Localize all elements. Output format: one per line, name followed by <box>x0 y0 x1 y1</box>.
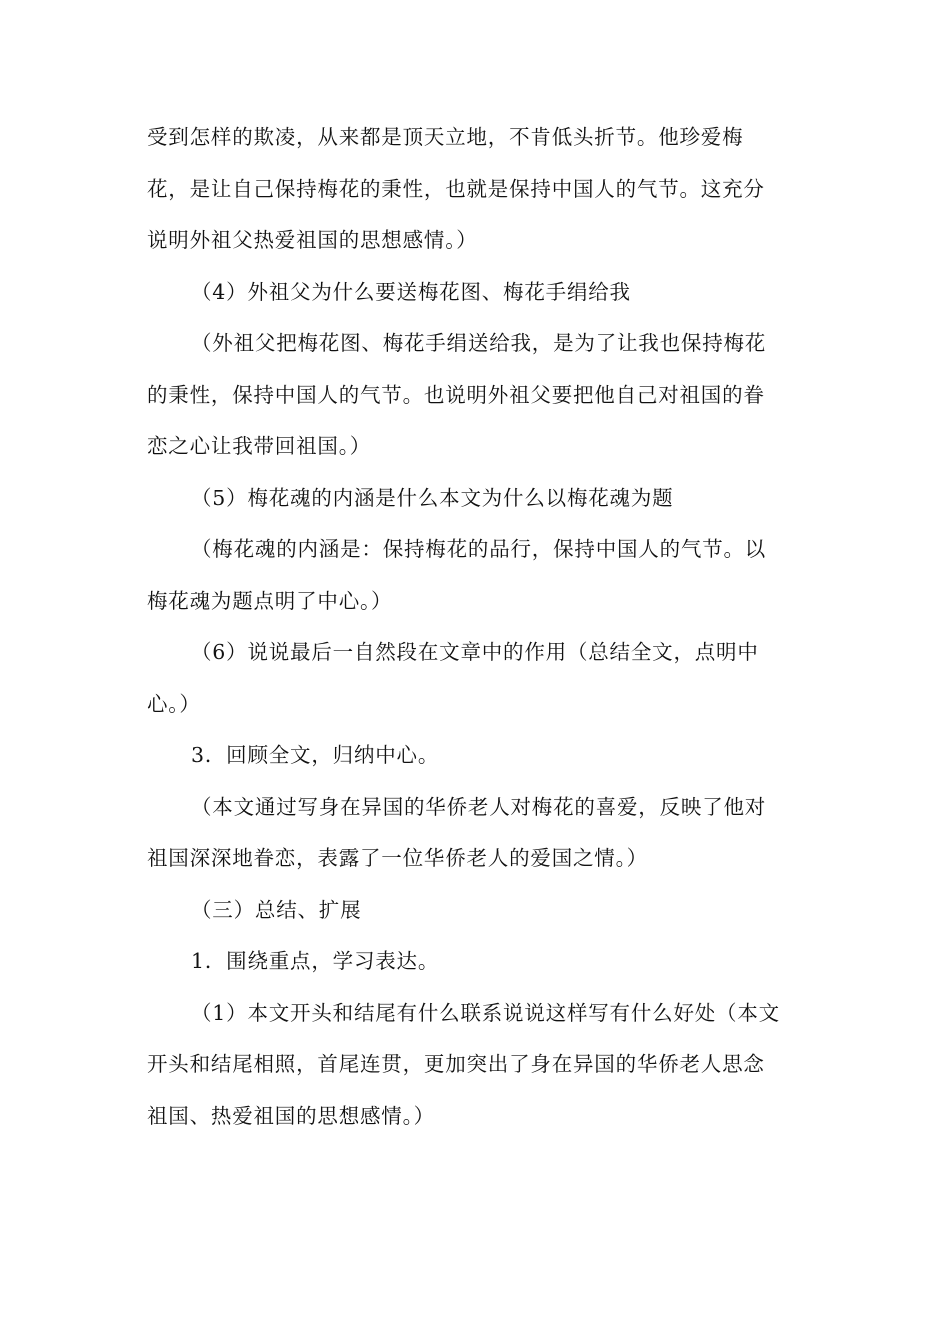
question-6 <box>147 627 807 730</box>
text-line: （三）总结、扩展 <box>191 897 362 922</box>
text-line: 受到怎样的欺凌，从来都是顶天立地，不肯低头折节。他珍爱梅 <box>147 125 744 149</box>
text-line: 的秉性，保持中国人的气节。也说明外祖父要把他自己对祖国的眷 <box>147 382 765 407</box>
text-line: 心。） <box>147 691 201 716</box>
text-line: （梅花魂的内涵是：保持梅花的品行，保持中国人的气节。以 <box>191 537 767 561</box>
text-line: 开头和结尾相照，首尾连贯，更加突出了身在异国的华侨老人思念 <box>147 1052 765 1076</box>
text-line: 3．回顾全文，归纳中心。 <box>191 743 440 767</box>
text-line: （5）梅花魂的内涵是什么本文为什么以梅花魂为题 <box>191 485 674 510</box>
step-3-heading <box>147 730 807 782</box>
text-line: （本文通过写身在异国的华侨老人对梅花的喜爱，反映了他对 <box>191 794 767 819</box>
step-1-heading <box>147 936 807 988</box>
answer-4 <box>147 318 807 473</box>
text-line: （4）外祖父为什么要送梅花图、梅花手绢给我 <box>191 279 631 304</box>
question-5 <box>147 473 807 525</box>
text-line: 恋之心让我带回祖国。） <box>147 434 372 458</box>
document-body <box>147 112 807 1142</box>
question-1 <box>147 988 807 1143</box>
answer-5 <box>147 524 807 627</box>
paragraph-continuation <box>147 112 807 267</box>
question-4 <box>147 267 807 319</box>
text-line: 梅花魂为题点明了中心。） <box>147 588 393 613</box>
text-line: 说明外祖父热爱祖国的思想感情。） <box>147 228 478 252</box>
text-line: （外祖父把梅花图、梅花手绢送给我，是为了让我也保持梅花 <box>191 331 767 355</box>
text-line: 祖国、热爱祖国的思想感情。） <box>147 1103 435 1128</box>
section-3-heading <box>147 885 807 937</box>
central-idea <box>147 782 807 885</box>
text-line: （1）本文开头和结尾有什么联系说说这样写有什么好处（本文 <box>191 1000 780 1025</box>
text-line: 1．围绕重点，学习表达。 <box>191 949 440 973</box>
text-line: （6）说说最后一自然段在文章中的作用（总结全文，点明中 <box>191 640 759 664</box>
text-line: 花，是让自己保持梅花的秉性，也就是保持中国人的气节。这充分 <box>147 176 765 201</box>
text-line: 祖国深深地眷恋，表露了一位华侨老人的爱国之情。） <box>147 846 648 870</box>
